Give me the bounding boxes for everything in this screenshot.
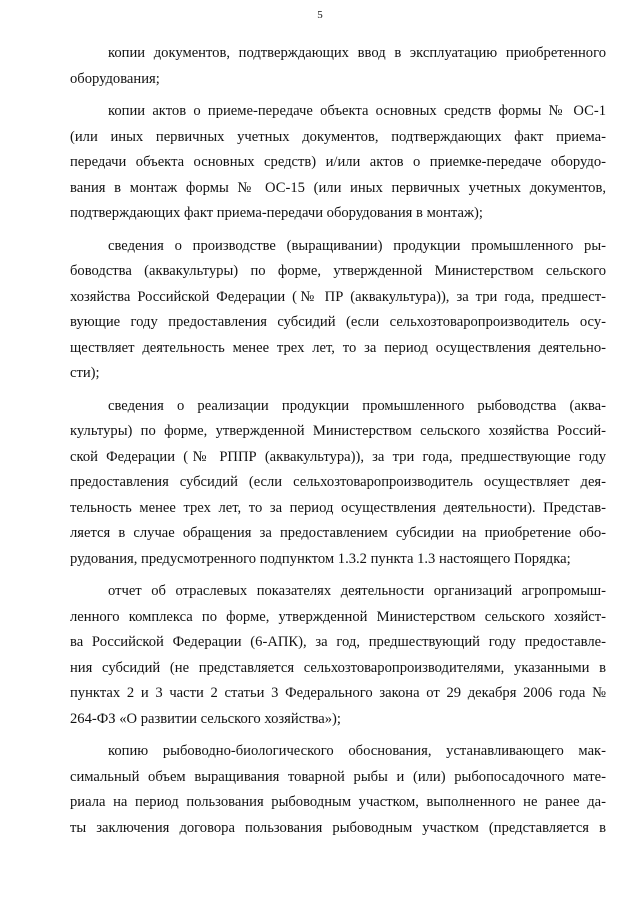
text-line: хозяйства Российской Федерации (№ ПР (аквакультура)), за три года, предшест- xyxy=(70,288,606,305)
text-line: копии документов, подтверждающих ввод в эксплуатацию приобретенного xyxy=(108,45,606,61)
text-line: тельность менее трех лет, то за период осуществления деятельности). Представ- xyxy=(70,499,606,516)
paragraph xyxy=(70,99,606,227)
text-line: ты заключения договора пользования рыбоводным участком (представляется в xyxy=(70,819,606,836)
paragraph xyxy=(70,394,606,573)
text-line: оборудования; xyxy=(70,70,160,87)
text-line: риала на период пользования рыбоводным участком, выполненного не ранее да- xyxy=(70,794,606,810)
text-line: сти); xyxy=(70,365,100,381)
document-body xyxy=(70,41,606,848)
text-line: боводства (аквакультуры) по форме, утвержденной Министерством сельского xyxy=(70,263,606,279)
paragraph xyxy=(70,234,606,387)
text-line: предоставления субсидий (если сельхозтоваропроизводитель осуществляет дея- xyxy=(70,474,606,490)
text-line: копии актов о приеме-передаче объекта основных средств формы № ОС-1 xyxy=(108,103,606,119)
text-line: рудования, предусмотренного подпунктом 1.3.2 пункта 1.3 настоящего Порядка; xyxy=(70,550,571,567)
text-line: отчет об отраслевых показателях деятельности организаций агропромыш- xyxy=(108,583,606,599)
text-line: 264-ФЗ «О развитии сельского хозяйства»); xyxy=(70,710,341,727)
paragraph xyxy=(70,41,606,92)
text-line: ской Федерации (№ РППР (аквакультура)), за три года, предшествующие году xyxy=(70,448,606,465)
text-line: передачи объекта основных средств) и/или актов о приемке-передаче оборудо- xyxy=(70,154,606,170)
text-line: пунктах 2 и 3 части 2 статьи 3 Федерального закона от 29 декабря 2006 года № xyxy=(70,685,606,701)
text-line: ленного комплекса по форме, утвержденной Министерством сельского хозяйст- xyxy=(70,608,606,625)
text-line: копию рыбоводно-биологического обоснования, устанавливающего мак- xyxy=(108,743,606,759)
text-line: ния субсидий (не представляется сельхозтоваропроизводителями, указанными в xyxy=(70,659,606,676)
text-line: подтверждающих факт приема-передачи оборудования в монтаж); xyxy=(70,205,483,221)
text-line: ляется в случае обращения за предоставлением субсидии на приобретение обо- xyxy=(70,525,606,541)
text-line: культуры) по форме, утвержденной Министерством сельского хозяйства Россий- xyxy=(70,423,606,439)
text-line: ществляет деятельность менее трех лет, то за период осуществления деятельно- xyxy=(70,339,606,356)
text-line: вующие году предоставления субсидий (если сельхозтоваропроизводитель осу- xyxy=(70,314,606,330)
text-line: сведения о производстве (выращивании) продукции промышленного ры- xyxy=(108,237,606,254)
text-line: симальный объем выращивания товарной рыбы и (или) рыбопосадочного мате- xyxy=(70,768,606,785)
paragraph xyxy=(70,739,606,841)
page-number: 5 xyxy=(317,9,323,21)
text-line: сведения о реализации продукции промышленного рыбоводства (аква- xyxy=(108,397,606,414)
text-line: вания в монтаж формы № ОС-15 (или иных первичных учетных документов, xyxy=(70,179,606,196)
text-line: (или иных первичных учетных документов, подтверждающих факт приема- xyxy=(70,128,606,145)
text-line: ва Российской Федерации (6-АПК), за год, предшествующий году предоставле- xyxy=(70,634,606,650)
paragraph xyxy=(70,579,606,732)
